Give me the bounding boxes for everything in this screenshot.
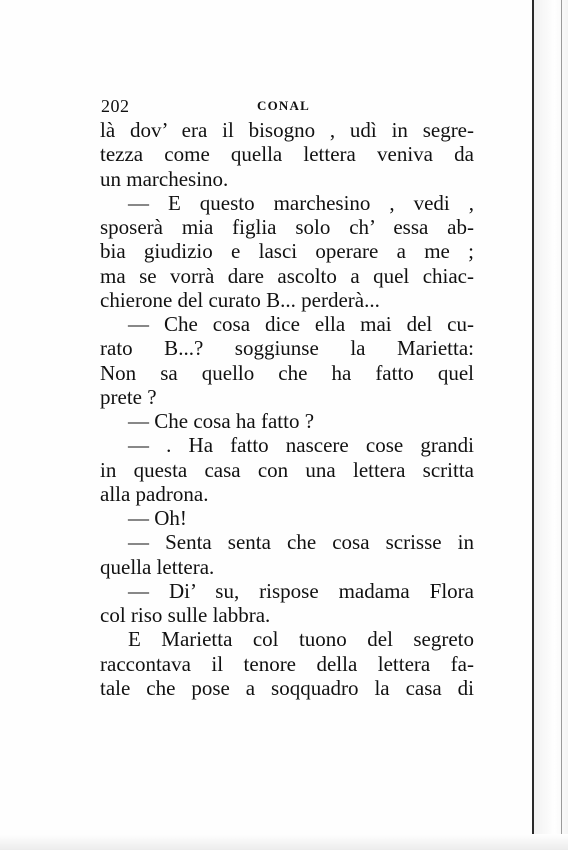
body-text — [100, 118, 474, 700]
text-line: — Di’ su, rispose madama Flora — [128, 578, 474, 603]
text-line: — Che cosa dice ella mai del cu- — [128, 312, 474, 336]
text-line: — E questo marchesino , vedi , — [128, 190, 474, 215]
text-line: tale che pose a soqquadro la casa di — [100, 675, 474, 700]
page-edge-right — [532, 0, 568, 850]
text-line: ma se vorrà dare ascolto a quel chiac- — [100, 263, 474, 288]
text-line: quella lettera. — [100, 554, 215, 579]
text-line: — Senta senta che cosa scrisse in — [128, 530, 474, 555]
text-line: raccontava il tenore della lettera fa- — [100, 651, 474, 676]
text-line: — . Ha fatto nascere cose grandi — [128, 433, 474, 458]
text-line: col riso sulle labbra. — [100, 603, 271, 627]
text-line: — Che cosa ha fatto ? — [128, 409, 315, 433]
text-line: chierone del curato B... perderà... — [100, 287, 380, 312]
text-line: un marchesino. — [100, 166, 229, 191]
text-line: tezza come quella lettera veniva da — [100, 142, 474, 167]
text-line: prete ? — [100, 384, 157, 409]
page-edge-bottom — [0, 834, 568, 850]
text-line: sposerà mia figlia solo ch’ essa ab- — [100, 215, 474, 239]
text-line: — Oh! — [128, 506, 187, 530]
text-line: rato B...? soggiunse la Marietta: — [100, 336, 474, 361]
text-line: alla padrona. — [100, 481, 209, 506]
text-line: Non sa quello che ha fatto quel — [100, 360, 474, 385]
text-line: in questa casa con una lettera scritta — [100, 457, 474, 482]
text-line: là dov’ era il bisogno , udì in segre- — [100, 118, 474, 142]
text-line: bia giudizio e lasci operare a me ; — [100, 239, 474, 264]
text-line: E Marietta col tuono del segreto — [128, 627, 474, 652]
page-number: 202 — [101, 96, 130, 116]
page-header — [101, 96, 473, 116]
page-edge-shadow — [561, 0, 562, 850]
running-head: CONAL — [257, 98, 310, 113]
